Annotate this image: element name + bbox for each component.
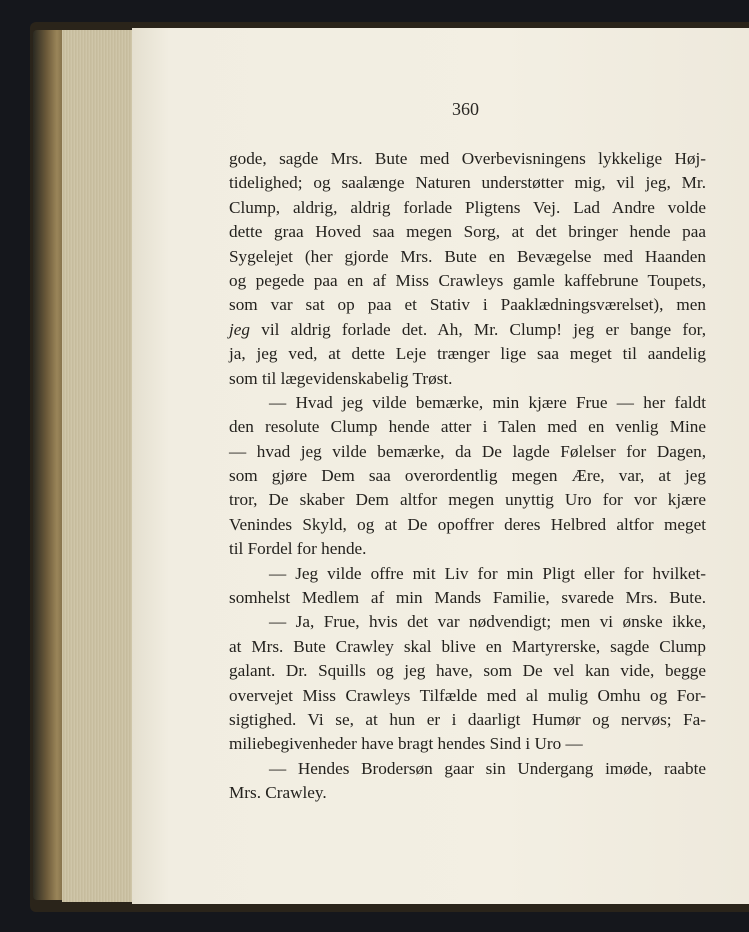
page-edges: [62, 30, 133, 902]
text-line: Sygelejet (her gjorde Mrs. Bute en Bevægelse med Haanden: [229, 246, 706, 266]
text-line: Clump, aldrig, aldrig forlade Pligtens Vej. Lad Andre volde: [229, 197, 706, 217]
text-line: og pegede paa en af Miss Crawleys gamle kaffebrune Toupets,: [229, 270, 706, 290]
text-line: som gjøre Dem saa overordentlig megen Ære, var, at jeg: [229, 466, 706, 486]
text-line: Venindes Skyld, og at De opoffrer deres Helbred altfor meget: [229, 514, 706, 534]
text-line: — Hendes Brodersøn gaar sin Undergang imøde, raabte: [269, 758, 706, 778]
text-line: til Fordel for hende.: [229, 539, 367, 559]
text-line: somhelst Medlem af min Mands Familie, svarede Mrs. Bute.: [229, 588, 706, 608]
text-line: ja, jeg ved, at dette Leje trænger lige saa meget til aandelig: [229, 344, 706, 364]
text-line: overvejet Miss Crawleys Tilfælde med al mulig Omhu og For-: [229, 685, 706, 705]
text-line: Mrs. Crawley.: [229, 783, 327, 803]
text-line: tror, De skaber Dem altfor megen unyttig Uro for vor kjære: [229, 490, 706, 510]
text-line: — Jeg vilde offre mit Liv for min Pligt eller for hvilket-: [269, 563, 706, 583]
text-line: jeg vil aldrig forlade det. Ah, Mr. Clump! jeg er bange for,: [229, 319, 706, 339]
text-line: som var sat op paa et Stativ i Paaklædningsværelset), men: [229, 295, 706, 315]
text-line: den resolute Clump hende atter i Talen med en venlig Mine: [229, 417, 706, 437]
text-line: sigtighed. Vi se, at hun er i daarligt Humør og nervøs; Fa-: [229, 709, 706, 729]
text-line: at Mrs. Bute Crawley skal blive en Martyrerske, sagde Clump: [229, 636, 706, 656]
text-line: tidelighed; og saalænge Naturen understøtter mig, vil jeg, Mr.: [229, 173, 706, 193]
text-line: — Ja, Frue, hvis det var nødvendigt; men vi ønske ikke,: [269, 612, 706, 632]
text-line: gode, sagde Mrs. Bute med Overbevisningens lykkelige Høj-: [229, 149, 706, 168]
text-line: miliebegivenheder have bragt hendes Sind i Uro —: [229, 734, 583, 754]
text-line: galant. Dr. Squills og jeg have, som De vel kan vide, begge: [229, 661, 706, 681]
text-line: som til lægevidenskabelig Trøst.: [229, 368, 453, 388]
text-line: dette graa Hoved saa megen Sorg, at det bringer hende paa: [229, 222, 706, 242]
text-line: — Hvad jeg vilde bemærke, min kjære Frue — her faldt: [269, 392, 706, 412]
page-number: 360: [452, 99, 479, 119]
text-line: — hvad jeg vilde bemærke, da De lagde Følelser for Dagen,: [229, 441, 706, 461]
emphasis-word: jeg: [229, 319, 250, 339]
body-text: [229, 147, 706, 806]
